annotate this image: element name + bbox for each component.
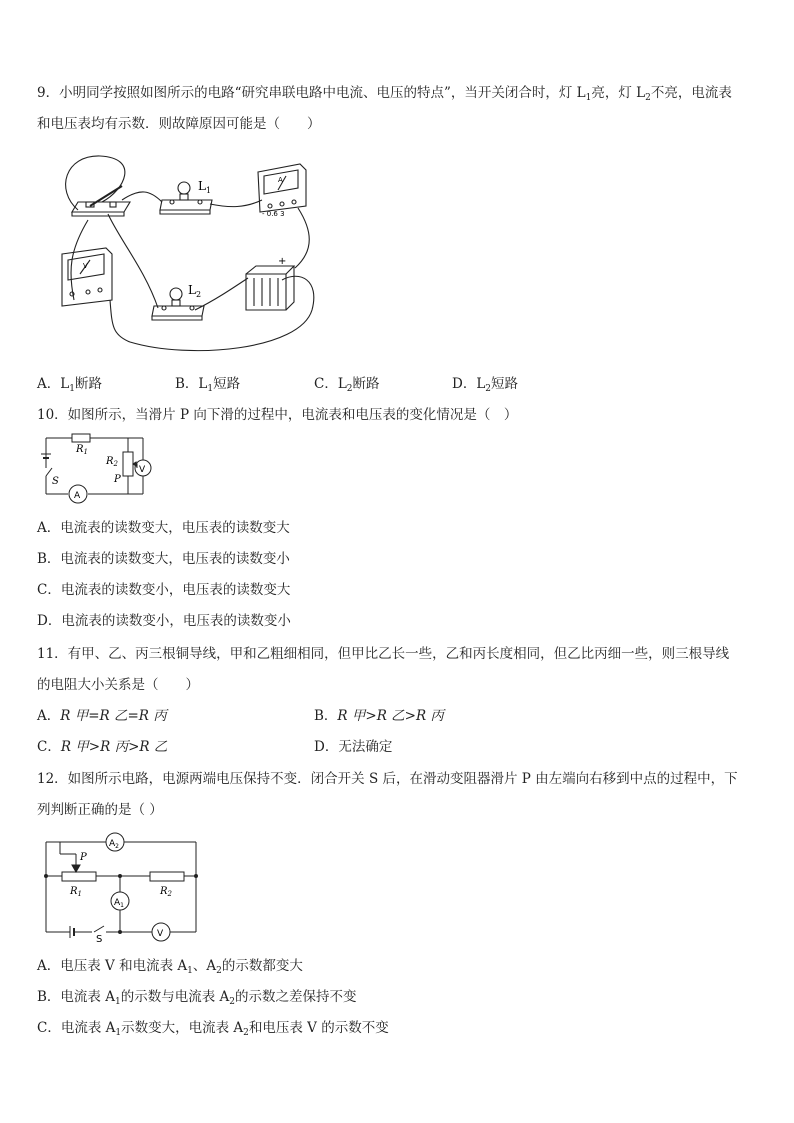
q9-voltmeter-face: V [83,262,88,270]
q12-a1-label: $A_1$ [114,898,124,909]
q12-option-b[interactable]: B．电流表 $A_1$的示数与电流表 $A_2$的示数之差保持不变 [37,989,357,1007]
q9-l1-label: $L_1$ [198,179,212,195]
q10-s-label: S [52,476,59,487]
q12-circuit-figure [40,830,205,945]
q12-p-label: P [80,852,87,863]
q11-stem-line1: 11．有甲、乙、丙三根铜导线，甲和乙粗细相同，但甲比乙长一些，乙和丙长度相同，但乙比丙细一些，则三根导线 [37,646,730,662]
q12-r1-label: $R_1$ [70,886,82,898]
q11-stem-line2: 的电阻大小关系是（ ） [37,677,199,693]
q11-option-d[interactable]: D．无法确定 [314,739,393,755]
q9-ammeter-face: A [278,176,283,184]
q9-option-b[interactable]: B．$L_1$短路 [175,376,241,394]
q9-l2-label: $L_2$ [188,283,202,299]
q9-option-d[interactable]: D．$L_2$短路 [452,376,519,394]
q10-voltmeter-label: V [139,465,146,475]
q9-option-a[interactable]: A．$L_1$断路 [37,376,102,394]
q9-circuit-figure [50,150,325,360]
q12-s-label: S [96,934,103,945]
q12-option-c[interactable]: C．电流表 $A_1$示数变大，电流表 $A_2$和电压表 V 的示数不变 [37,1020,389,1038]
q12-stem-line1: 12．如图所示电路，电源两端电压保持不变．闭合开关 S 后，在滑动变阻器滑片 P 由左端向右移到中点的过程中，下 [37,771,738,787]
q9-ammeter-terminals: - 0.6 3 [262,210,285,218]
q10-option-b[interactable]: B．电流表的读数变大，电压表的读数变小 [37,551,290,567]
q9-option-c[interactable]: C．$L_2$断路 [314,376,380,394]
q9-stem-line1: 9．小明同学按照如图所示的电路“研究串联电路中电流、电压的特点”，当开关闭合时，灯 $L_1$亮，灯 $L_2$不亮，电流表 [37,85,732,103]
q10-option-d[interactable]: D．电流表的读数变小，电压表的读数变小 [37,613,291,629]
q12-a2-label: $A_2$ [109,839,119,850]
q10-p-label: P [114,474,121,485]
q10-r1-label: $R_1$ [76,444,88,456]
q9-stem-line2: 和电压表均有示数．则故障原因可能是（ ） [37,116,321,132]
q10-option-a[interactable]: A．电流表的读数变大，电压表的读数变大 [37,520,290,536]
q12-stem-line2: 列判断正确的是（ ） [37,802,163,818]
q10-option-c[interactable]: C．电流表的读数变小，电压表的读数变大 [37,582,291,598]
q10-stem: 10．如图所示，当滑片 P 向下滑的过程中，电流表和电压表的变化情况是（ ） [37,407,518,423]
q11-option-b[interactable]: B．R 甲>R 乙>R 丙 [314,708,444,724]
q9-battery-plus: + [278,256,287,267]
q11-option-c[interactable]: C．R 甲>R 丙>R 乙 [37,739,168,755]
q12-r2-label: $R_2$ [160,886,172,898]
q10-ammeter-label: A [74,491,81,501]
q12-voltmeter-label: V [157,929,164,939]
q10-circuit-figure [38,432,153,504]
q11-option-a[interactable]: A．R 甲=R 乙=R 丙 [37,708,167,724]
q12-option-a[interactable]: A．电压表 V 和电流表 $A_1$、$A_2$的示数都变大 [37,958,303,976]
q10-r2-label: $R_2$ [106,456,118,468]
